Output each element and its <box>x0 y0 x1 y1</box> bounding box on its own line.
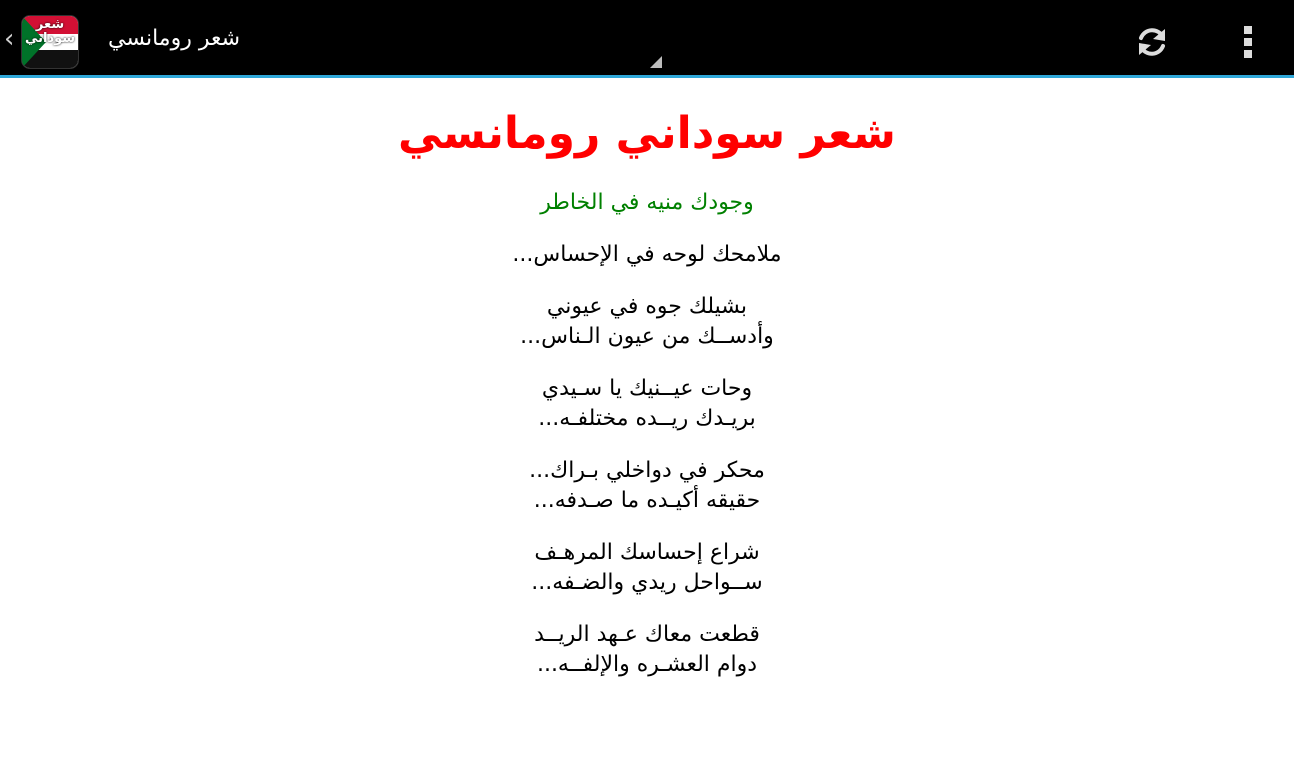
app-icon-label: شعر سوداني <box>24 17 76 46</box>
stanza-line: وحات عيــنيك يا سـيدي <box>541 376 753 401</box>
app-icon[interactable] <box>22 16 78 68</box>
stanza-line: قطعت معاك عـهد الريــد <box>534 622 760 647</box>
dropdown-indicator-icon <box>650 56 662 68</box>
stanza-line: بريـدك ريــده مختلفـه... <box>538 406 756 431</box>
stanza-line: حقيقه أكيـده ما صـدفه... <box>533 488 761 513</box>
stanza <box>0 240 1294 270</box>
stanza-line: بشيلك جوه في عيوني <box>546 294 748 319</box>
overflow-menu-icon <box>1230 20 1266 64</box>
stanza <box>0 538 1294 598</box>
stanza <box>0 620 1294 680</box>
action-bar <box>0 0 1294 75</box>
up-navigation-icon[interactable]: ‹ <box>4 24 15 54</box>
app-title: شعر رومانسي <box>108 26 240 51</box>
stanza <box>0 456 1294 516</box>
stanza-line: وأدســك من عيون الـناس... <box>520 324 774 349</box>
refresh-icon <box>1130 20 1174 64</box>
stanza-line: ســواحل ريدي والضـفه... <box>531 570 763 595</box>
poem-title: شعر سوداني رومانسي <box>398 108 896 159</box>
stanza <box>0 374 1294 434</box>
stanza-line: محكر في دواخلي بـراك... <box>529 458 765 483</box>
stanza-line: دوام العشـره والإلفــه... <box>536 652 758 677</box>
overflow-menu-button[interactable] <box>1230 20 1266 64</box>
stanza-line: ملامحك لوحه في الإحساس... <box>512 242 782 267</box>
poem-subtitle: وجودك منيه في الخاطر <box>540 190 754 215</box>
stanza-line: شراع إحساسك المرهـف <box>534 540 760 565</box>
stanza <box>0 292 1294 352</box>
poem-content[interactable] <box>0 78 1294 782</box>
refresh-button[interactable] <box>1130 20 1174 64</box>
